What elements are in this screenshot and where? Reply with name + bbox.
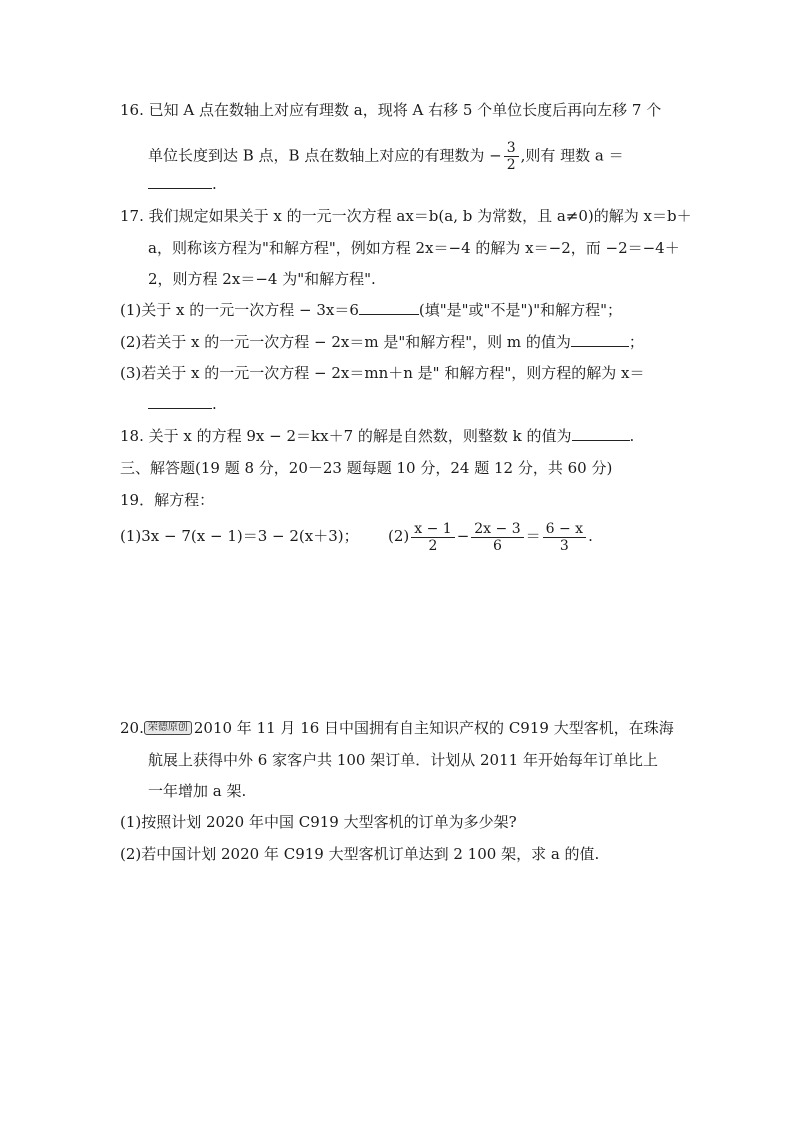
q17-part1-pre: (1)关于 x 的一元一次方程 − 3x＝6: [120, 301, 359, 319]
q16-line3: [148, 174, 217, 194]
q17-line1: 17. 我们规定如果关于 x 的一元一次方程 ax＝b(a, b 为常数，且 a≠0)的解为 x＝b＋: [120, 207, 692, 225]
q20-line3: 一年增加 a 架.: [148, 782, 247, 800]
q17-part2: [120, 332, 644, 352]
q17-part1: [120, 300, 622, 320]
q19-frac3-num: 6 − x: [543, 521, 586, 538]
q20-line1: [120, 718, 674, 738]
q18-post: .: [629, 427, 635, 445]
q19-frac3: [543, 521, 586, 554]
q16-frac-num: 3: [504, 140, 519, 157]
q17-part2-pre: (2)若关于 x 的一元一次方程 − 2x＝m 是"和解方程"，则 m 的值为: [120, 333, 571, 351]
q20-part1: (1)按照计划 2020 年中国 C919 大型客机的订单为多少架?: [120, 813, 517, 831]
q17-part2-blank[interactable]: [571, 332, 629, 347]
q17-part2-post: ；: [628, 333, 644, 351]
q17-part1-post: (填"是"或"不是")"和解方程"；: [418, 301, 623, 319]
q20-line1-text: 2010 年 11 月 16 日中国拥有自主知识产权的 C919 大型客机，在珠海: [193, 719, 674, 737]
q19-frac2-num: 2x − 3: [471, 521, 523, 538]
q16-line2: [148, 140, 624, 173]
original-badge: 荣德原创: [144, 721, 192, 735]
q19-frac1: [411, 521, 454, 554]
q17-part3-answer: [148, 394, 217, 414]
q16-answer-blank[interactable]: [148, 174, 212, 189]
q16-frac-den: 2: [506, 157, 516, 173]
q17-line2: a，则称该方程为"和解方程"，例如方程 2x＝−4 的解为 x＝−2，而 −2＝−4＋: [148, 239, 680, 257]
q17-part1-blank[interactable]: [359, 300, 419, 315]
q19-frac3-den: 3: [559, 537, 569, 554]
q18-blank[interactable]: [572, 426, 630, 441]
q20-part2: (2)若中国计划 2020 年 C919 大型客机订单达到 2 100 架，求 a 的值.: [120, 845, 600, 863]
q16-line2-pre: 单位长度到达 B 点，B 点在数轴上对应的有理数为 −: [148, 146, 502, 165]
q18-pre: 18. 关于 x 的方程 9x − 2＝kx＋7 的解是自然数，则整数 k 的值为: [120, 427, 572, 445]
section-3-heading: 三、解答题(19 题 8 分，20－23 题每题 10 分，24 题 12 分，共 60 分): [120, 459, 613, 477]
q17-part3: (3)若关于 x 的一元一次方程 − 2x＝mn＋n 是" 和解方程"，则方程的解为 x＝: [120, 364, 645, 382]
q16-fraction: [504, 140, 519, 173]
q19-eq2-end: .: [588, 527, 593, 545]
q16-line2-post: ,则有 理数 a ＝: [520, 146, 624, 165]
q16-line3-end: .: [212, 175, 217, 193]
q20-number: 20.: [120, 719, 144, 737]
q20-line2: 航展上获得中外 6 家客户共 100 架订单．计划从 2011 年开始每年订单比上: [148, 751, 658, 769]
q19-frac2-den: 6: [492, 537, 502, 554]
q19-frac1-num: x − 1: [411, 521, 454, 538]
q19-minus: −: [456, 527, 470, 545]
q19-eq1: (1)3x − 7(x − 1)＝3 − 2(x＋3)；: [120, 527, 359, 545]
q19-frac1-den: 2: [428, 537, 438, 554]
q17-line3: 2，则方程 2x＝−4 为"和解方程".: [148, 270, 376, 288]
q19-frac2: [471, 521, 523, 554]
q19-eq2: [388, 513, 593, 559]
q19-title: 19．解方程：: [120, 491, 215, 509]
q16-line1: 16. 已知 A 点在数轴上对应有理数 a，现将 A 右移 5 个单位长度后再向左移 7 个: [120, 101, 662, 119]
q18-line: [120, 426, 634, 446]
q17-part3-blank[interactable]: [148, 394, 212, 409]
q19-equals: ＝: [525, 527, 541, 545]
q17-part3-end: .: [212, 395, 217, 413]
q19-eq2-prefix: (2): [388, 527, 410, 545]
